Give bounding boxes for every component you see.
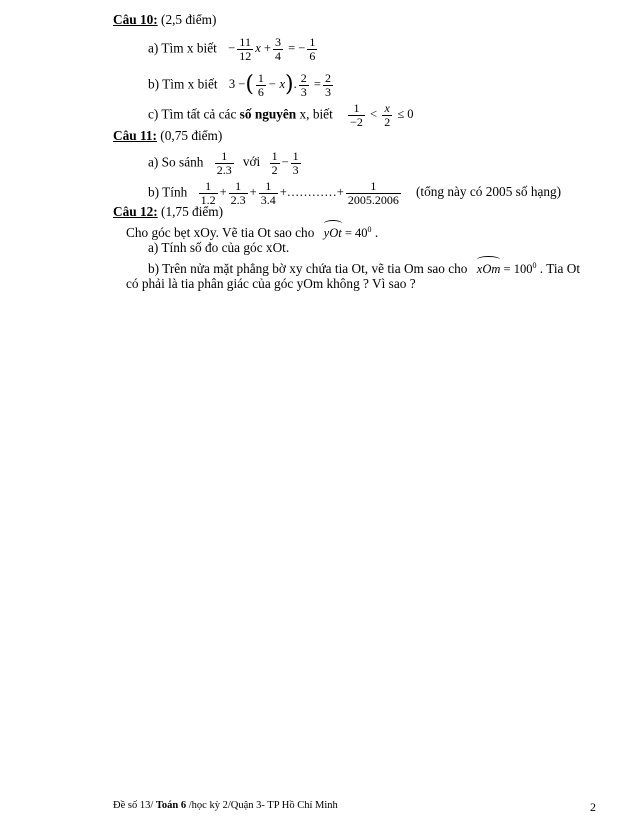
degree-mark: 0	[367, 225, 372, 234]
fraction	[346, 180, 401, 207]
numerator: 1	[309, 35, 316, 49]
equals-sign: =	[313, 77, 321, 92]
q12-intro-angle-expression	[324, 226, 372, 240]
denominator: 6	[309, 49, 316, 63]
q12-b-line2: có phải là tia phân giác của góc yOm không ? Vì sao ?	[126, 276, 416, 291]
minus-sign: −	[228, 41, 236, 56]
fraction	[237, 36, 253, 63]
denominator: 2005.2006	[347, 193, 399, 207]
q12-b-text-post: . Tia Ot	[536, 261, 581, 277]
q12-part-b-continued	[126, 276, 416, 292]
angle-label: xOm	[476, 262, 501, 277]
numerator: 2	[300, 71, 307, 85]
fraction	[270, 150, 280, 177]
denominator: 4	[274, 49, 281, 63]
q12-points: (1,75 điểm)	[157, 204, 224, 219]
less-equal-zero: ≤ 0	[397, 107, 414, 122]
angle-yot	[324, 222, 342, 241]
fraction	[215, 150, 234, 177]
fraction	[229, 180, 248, 207]
denominator: 2	[384, 115, 391, 129]
numerator: 1	[370, 179, 377, 193]
q12-part-a	[148, 240, 289, 256]
q11-a-expression	[213, 149, 239, 177]
q10-heading	[113, 12, 216, 28]
denominator: 3	[292, 163, 299, 177]
denominator: 3	[324, 85, 331, 99]
numerator: 2	[324, 71, 331, 85]
q10-part-a	[148, 36, 319, 63]
q11-b-expression	[197, 179, 406, 207]
dot-operator: .	[293, 77, 297, 92]
sentence-end: .	[371, 225, 379, 241]
numerator: x	[384, 101, 390, 115]
q11-b-note: (tổng này có 2005 số hạng)	[415, 184, 562, 200]
equals-sign: = −	[288, 41, 306, 56]
angle-xom	[477, 258, 501, 277]
plus-sign: +	[249, 185, 257, 200]
denominator: −2	[350, 115, 363, 129]
numerator: 11	[239, 35, 251, 49]
angle-label: yOt	[323, 226, 342, 241]
q11-a-label: a) So sánh	[148, 154, 204, 170]
q11-part-a	[148, 150, 303, 177]
numerator: 1	[257, 71, 264, 85]
footer-suffix: /học kỳ 2/Quận 3- TP Hồ Chí Minh	[186, 800, 338, 811]
q10-title: Câu 10:	[113, 12, 158, 27]
fraction	[307, 36, 317, 63]
q12-title: Câu 12:	[113, 204, 158, 219]
less-than-sign: <	[370, 107, 378, 122]
q10-a-label: a) Tìm x biết	[148, 40, 217, 56]
fraction	[291, 150, 301, 177]
fraction	[259, 180, 278, 207]
fraction	[273, 36, 283, 63]
q10-points: (2,5 điểm)	[157, 12, 217, 27]
degree-mark: 0	[532, 261, 537, 270]
denominator: 12	[239, 49, 252, 63]
q10-c-label-pre: c) Tìm tất cả các	[148, 106, 240, 122]
q11-heading	[113, 128, 222, 144]
q12-intro	[126, 222, 378, 241]
q10-c-label-bold: số nguyên	[239, 106, 297, 122]
numerator: 1	[235, 179, 242, 193]
q12-part-b	[148, 258, 580, 277]
fraction	[256, 72, 266, 99]
q12-a-text: a) Tính số đo của góc xOt.	[148, 240, 290, 255]
q10-a-expression	[228, 35, 319, 63]
q11-a-expression-right	[268, 149, 303, 177]
q10-b-expression	[228, 71, 335, 99]
page-number: 2	[590, 800, 596, 814]
minus-x: − x	[267, 77, 286, 92]
q12-b-angle-expression	[477, 262, 537, 276]
denominator: 2	[271, 163, 278, 177]
q12-heading	[113, 204, 223, 220]
q12-intro-text: Cho góc bẹt xOy. Vẽ tia Ot sao cho	[126, 225, 315, 241]
denominator: 1.2	[200, 193, 216, 207]
word-with: với	[242, 154, 261, 170]
footer-subject: Toán 6	[155, 800, 187, 811]
angle-value: = 100	[500, 262, 533, 277]
q12-b-text: b) Trên nửa mặt phẳng bờ xy chứa tia Ot, vẽ tia Om sao cho	[148, 261, 468, 277]
fraction	[299, 72, 309, 99]
denominator: 3.4	[260, 193, 276, 207]
q11-title: Câu 11:	[113, 128, 157, 143]
left-paren: (	[245, 72, 254, 98]
q10-part-b	[148, 72, 335, 99]
q10-b-label: b) Tìm x biết	[148, 76, 218, 92]
plus-sign: +	[263, 41, 271, 56]
q10-c-expression	[346, 101, 414, 129]
numerator: 1	[353, 101, 360, 115]
variable-x: x	[255, 41, 261, 56]
denominator: 6	[257, 85, 264, 99]
fraction	[323, 72, 333, 99]
q11-points: (0,75 điểm)	[156, 128, 223, 143]
ellipsis-plus: +…………+	[279, 185, 344, 200]
denominator: 3	[300, 85, 307, 99]
q11-b-label: b) Tính	[148, 184, 188, 200]
angle-arc-icon	[324, 220, 342, 227]
fraction	[348, 102, 365, 129]
footer-prefix: Đề số 13/	[113, 800, 156, 811]
numerator: 1	[292, 149, 299, 163]
numerator: 1	[221, 149, 228, 163]
plus-sign: +	[219, 185, 227, 200]
numerator: 1	[265, 179, 272, 193]
q11-part-b	[148, 180, 561, 207]
right-paren: )	[285, 72, 294, 98]
angle-value: = 40	[341, 226, 368, 241]
denominator: 2.3	[216, 163, 232, 177]
fraction	[199, 180, 218, 207]
denominator: 2.3	[230, 193, 246, 207]
minus-sign: −	[281, 155, 289, 170]
numerator: 1	[271, 149, 278, 163]
q10-c-label-post: x, biết	[296, 106, 333, 122]
fraction	[382, 102, 392, 129]
numerator: 1	[205, 179, 212, 193]
angle-arc-icon	[477, 256, 501, 263]
numerator: 3	[274, 35, 281, 49]
term-three: 3 −	[228, 77, 246, 92]
q10-part-c	[148, 102, 414, 129]
page-footer	[113, 800, 338, 811]
